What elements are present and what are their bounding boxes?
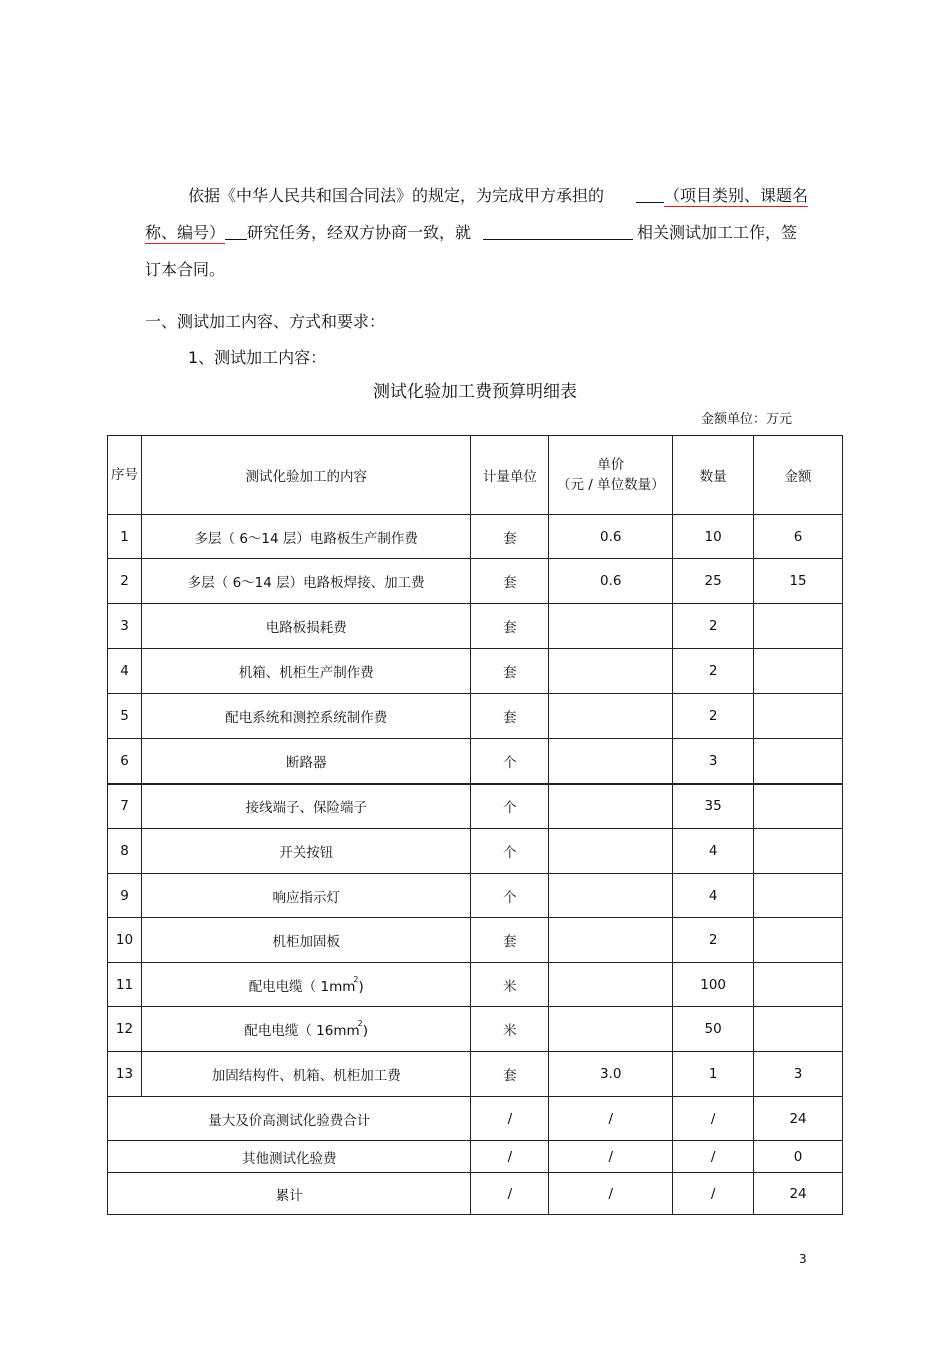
summary-price: / xyxy=(549,1097,673,1141)
header-content: 测试化验加工的内容 xyxy=(141,436,471,515)
summary-quantity: / xyxy=(673,1173,754,1215)
cell-amount: 3 xyxy=(754,1052,843,1097)
cell-seq: 2 xyxy=(108,559,142,604)
project-blank-line-end xyxy=(225,221,247,240)
cell-amount xyxy=(754,649,843,694)
cell-quantity: 2 xyxy=(673,604,754,649)
cell-unit-price xyxy=(549,739,673,784)
cell-unit-price xyxy=(549,604,673,649)
table-header-row xyxy=(108,436,843,515)
cell-unit-price: 0.6 xyxy=(549,559,673,604)
cell-amount: 6 xyxy=(754,515,843,559)
cell-seq: 12 xyxy=(108,1007,142,1052)
cell-seq: 8 xyxy=(108,829,142,874)
table-row xyxy=(108,963,843,1007)
cell-content: 机柜加固板 xyxy=(141,918,471,963)
cell-unit-price xyxy=(549,829,673,874)
cell-seq: 10 xyxy=(108,918,142,963)
summary-amount: 24 xyxy=(754,1173,843,1215)
header-quantity: 数量 xyxy=(673,436,754,515)
cell-content: 接线端子、保险端子 xyxy=(141,784,471,829)
cell-unit: 套 xyxy=(471,918,549,963)
summary-unit: / xyxy=(471,1097,549,1141)
cell-seq: 7 xyxy=(108,784,142,829)
intro-text-1: 依据《中华人民共和国合同法》的规定，为完成甲方承担的 xyxy=(188,186,605,205)
table-row xyxy=(108,604,843,649)
cell-seq: 3 xyxy=(108,604,142,649)
cell-unit: 套 xyxy=(471,515,549,559)
header-price-line2: （元 / 单位数量） xyxy=(556,477,665,493)
cell-quantity: 3 xyxy=(673,739,754,784)
table-row xyxy=(108,874,843,918)
project-hint: （项目类别、课题名称、编号） xyxy=(145,186,809,242)
cell-unit-price xyxy=(549,694,673,739)
cell-amount xyxy=(754,784,843,829)
header-unit-price xyxy=(549,436,673,515)
cell-unit-price: 3.0 xyxy=(549,1052,673,1097)
table-title: 测试化验加工费预算明细表 xyxy=(373,382,577,402)
cell-content: 配电电缆（ $16mm^2$) xyxy=(141,1007,471,1052)
cell-amount xyxy=(754,694,843,739)
project-blank-line xyxy=(636,184,664,203)
cell-amount xyxy=(754,1007,843,1052)
summary-unit: / xyxy=(471,1173,549,1215)
cell-amount xyxy=(754,604,843,649)
cell-unit: 米 xyxy=(471,963,549,1007)
cell-quantity: 2 xyxy=(673,649,754,694)
cell-amount xyxy=(754,829,843,874)
summary-row xyxy=(108,1097,843,1141)
table-row xyxy=(108,784,843,829)
cell-unit-price xyxy=(549,874,673,918)
summary-quantity: / xyxy=(673,1097,754,1141)
cell-unit: 个 xyxy=(471,874,549,918)
cell-unit-price xyxy=(549,784,673,829)
summary-label: 累计 xyxy=(108,1173,471,1215)
subsection-heading: 1、测试加工内容： xyxy=(188,348,327,367)
summary-price: / xyxy=(549,1173,673,1215)
table-row xyxy=(108,1052,843,1097)
cell-quantity: 50 xyxy=(673,1007,754,1052)
cell-unit-price xyxy=(549,918,673,963)
cell-quantity: 100 xyxy=(673,963,754,1007)
table-row xyxy=(108,694,843,739)
cell-seq: 13 xyxy=(108,1052,142,1097)
cell-content: 配电电缆（ $1mm^2$) xyxy=(141,963,471,1007)
summary-row xyxy=(108,1141,843,1173)
table-row xyxy=(108,559,843,604)
header-price-line1: 单价 xyxy=(597,457,625,473)
budget-table xyxy=(107,435,843,1215)
table-row xyxy=(108,829,843,874)
summary-price: / xyxy=(549,1141,673,1173)
superscript: 2 xyxy=(357,1019,363,1028)
cell-content: 断路器 xyxy=(141,739,471,784)
summary-label: 量大及价高测试化验费合计 xyxy=(108,1097,471,1141)
cell-content: 加固结构件、机箱、机柜加工费 xyxy=(141,1052,471,1097)
cell-seq: 4 xyxy=(108,649,142,694)
intro-text-3: 相关测试加工工作，签订本合同。 xyxy=(145,223,798,279)
cell-amount xyxy=(754,874,843,918)
summary-quantity: / xyxy=(673,1141,754,1173)
section-heading: 一、测试加工内容、方式和要求： xyxy=(145,312,386,331)
summary-amount: 24 xyxy=(754,1097,843,1141)
cell-seq: 6 xyxy=(108,739,142,784)
cell-unit: 套 xyxy=(471,604,549,649)
cell-unit: 米 xyxy=(471,1007,549,1052)
summary-unit: / xyxy=(471,1141,549,1173)
summary-label: 其他测试化验费 xyxy=(108,1141,471,1173)
cell-quantity: 4 xyxy=(673,874,754,918)
cell-content: 响应指示灯 xyxy=(141,874,471,918)
amount-unit-note: 金额单位：万元 xyxy=(700,412,792,427)
cell-unit: 个 xyxy=(471,829,549,874)
cell-quantity: 2 xyxy=(673,694,754,739)
cell-amount: 15 xyxy=(754,559,843,604)
cell-unit: 个 xyxy=(471,784,549,829)
cell-unit-price xyxy=(549,649,673,694)
cell-quantity: 35 xyxy=(673,784,754,829)
work-blank-line xyxy=(483,221,633,240)
table-row xyxy=(108,1007,843,1052)
summary-row xyxy=(108,1173,843,1215)
cell-content: 电路板损耗费 xyxy=(141,604,471,649)
cell-quantity: 10 xyxy=(673,515,754,559)
cell-content: 多层（ 6～14 层）电路板生产制作费 xyxy=(141,515,471,559)
cell-amount xyxy=(754,963,843,1007)
cell-content: 多层（ 6～14 层）电路板焊接、加工费 xyxy=(141,559,471,604)
cell-unit-price xyxy=(549,1007,673,1052)
cell-quantity: 1 xyxy=(673,1052,754,1097)
cell-seq: 9 xyxy=(108,874,142,918)
cell-content: 开关按钮 xyxy=(141,829,471,874)
cell-unit: 套 xyxy=(471,694,549,739)
cell-unit: 套 xyxy=(471,1052,549,1097)
cell-seq: 11 xyxy=(108,963,142,1007)
cell-unit: 个 xyxy=(471,739,549,784)
intro-text-2: 研究任务，经双方协商一致，就 xyxy=(247,223,472,242)
header-seq: 序号 xyxy=(108,436,142,515)
cell-unit-price: 0.6 xyxy=(549,515,673,559)
cell-seq: 1 xyxy=(108,515,142,559)
cell-unit: 套 xyxy=(471,649,549,694)
cell-unit: 套 xyxy=(471,559,549,604)
table-row xyxy=(108,649,843,694)
cell-amount xyxy=(754,739,843,784)
page-number: 3 xyxy=(799,1252,807,1266)
table-row xyxy=(108,739,843,784)
summary-amount: 0 xyxy=(754,1141,843,1173)
cell-quantity: 25 xyxy=(673,559,754,604)
cell-content: 配电系统和测控系统制作费 xyxy=(141,694,471,739)
superscript: 2 xyxy=(353,974,359,984)
cell-unit-price xyxy=(549,963,673,1007)
cell-seq: 5 xyxy=(108,694,142,739)
cell-quantity: 2 xyxy=(673,918,754,963)
table-row xyxy=(108,918,843,963)
intro-paragraph xyxy=(145,177,810,288)
cell-content: 机箱、机柜生产制作费 xyxy=(141,649,471,694)
cell-amount xyxy=(754,918,843,963)
header-unit: 计量单位 xyxy=(471,436,549,515)
table-row xyxy=(108,515,843,559)
header-amount: 金额 xyxy=(754,436,843,515)
cell-quantity: 4 xyxy=(673,829,754,874)
